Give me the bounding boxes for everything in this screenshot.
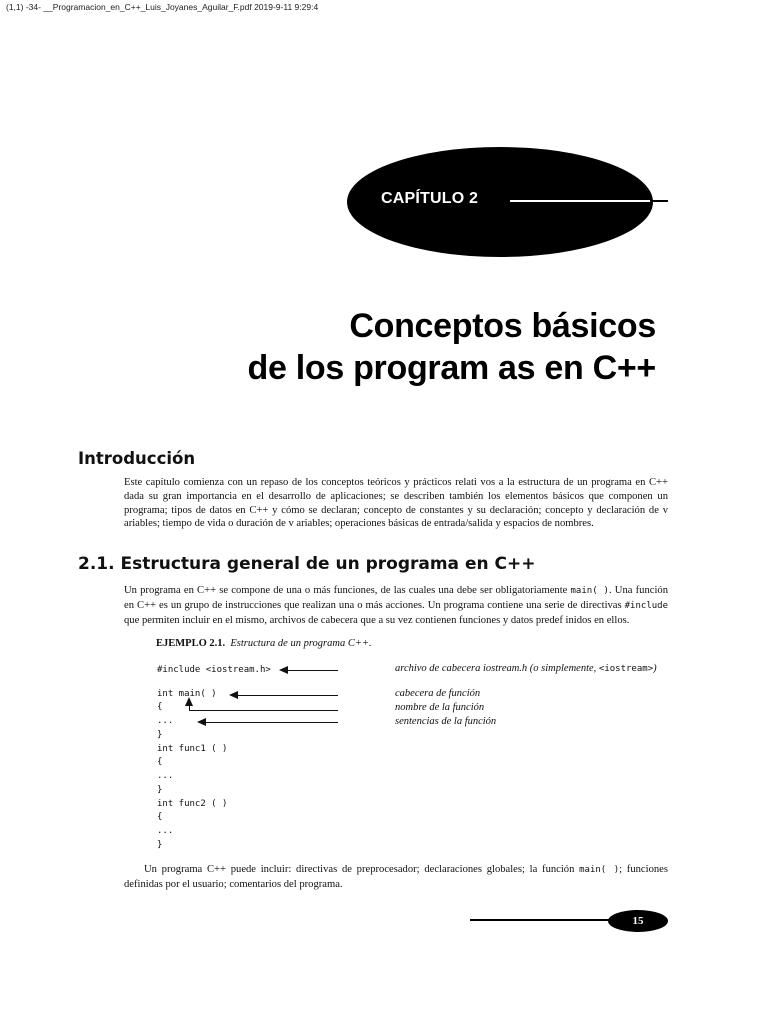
section-paragraph [124,584,668,627]
closing-text-1: Un programa C++ puede incluir: directivas de preprocesador; declaraciones globales; la función [144,864,580,875]
code-line: { [157,757,163,767]
code-line: } [157,785,163,795]
arrow-include-shaft [287,670,338,671]
code-line: } [157,730,163,740]
annotation-include-close: ) [653,663,657,674]
closing-code-main: main( ) [579,865,620,875]
page-number-badge: 15 [608,910,668,932]
arrow-body-head [197,718,206,726]
arrow-name-head [185,697,193,706]
annotation-include [395,663,657,674]
code-line: #include <iostream.h> [157,665,271,675]
annotation-name: nombre de la función [395,702,485,713]
chapter-rule [510,200,668,202]
closing-paragraph [124,863,668,892]
code-line: { [157,812,163,822]
example-title [156,638,372,649]
annotation-header: cabecera de función [395,688,481,699]
code-line: int func1 ( ) [157,744,228,754]
code-line: ... [157,716,174,726]
intro-heading: Introducción [78,449,196,468]
arrow-header-shaft [237,695,338,696]
annotation-body: sentencias de la función [395,716,497,727]
annotation-include-text: archivo de cabecera iostream.h (o simplemente, [395,663,599,674]
closing-text-2: ; funciones definidas por el usuario; comentarios del programa. [124,864,668,890]
code-line: { [157,702,163,712]
chapter-title-line2: de los program as en C++ [247,349,656,387]
annotation-include-code: <iostream> [598,664,654,674]
section-text-2: . Una función en C++ es un grupo de instrucciones que realizan una o más acciones. Un programa contiene una serie de directivas [124,585,668,611]
example-caption: Estructura de un programa C++. [230,638,372,649]
document-header: (1,1) -34- __Programacion_en_C++_Luis_Joyanes_Aguilar_F.pdf 2019-9-11 9:29:4 [6,2,319,12]
code-line: } [157,840,163,850]
arrow-name-shaft [189,710,338,711]
chapter-label: CAPÍTULO 2 [381,190,479,207]
chapter-rule-end [650,200,668,202]
code-line: ... [157,826,174,836]
arrow-header-head [229,691,238,699]
arrow-body-shaft [205,722,338,723]
arrow-include-head [279,666,288,674]
code-line: ... [157,771,174,781]
intro-paragraph: Este capítulo comienza con un repaso de los conceptos teóricos y prácticos relati vos a la estructura de un programa en C++ dada su gran importancia en el desarrollo de aplicaciones; se describen también los elementos básicos que componen un programa; tipos de datos en C++ y cómo se declaran; concepto de constantes y su declaración; concepto y declaración de v ariables; tiempo de vida o duración de v ariables; operaciones básicas de entrada/salida y espacios de nombres. [124,477,668,530]
example-label: EJEMPLO 2.1. [156,638,226,649]
chapter-title [247,305,656,389]
section-text-3: que permiten incluir en el mismo, archivos de cabecera que a su vez contienen funciones y datos predef inidos en ellos. [124,614,630,626]
chapter-title-line1: Conceptos básicos [349,307,656,345]
section-heading: 2.1. Estructura general de un programa en C++ [78,554,536,574]
code-line: int func2 ( ) [157,799,228,809]
code-line: int main( ) [157,689,217,699]
footer-rule [470,919,620,921]
section-code-include: #include [624,600,668,611]
section-text-1: Un programa en C++ se compone de una o más funciones, de las cuales una debe ser obligatoriamente [124,585,571,596]
section-code-main: main( ) [570,586,609,596]
